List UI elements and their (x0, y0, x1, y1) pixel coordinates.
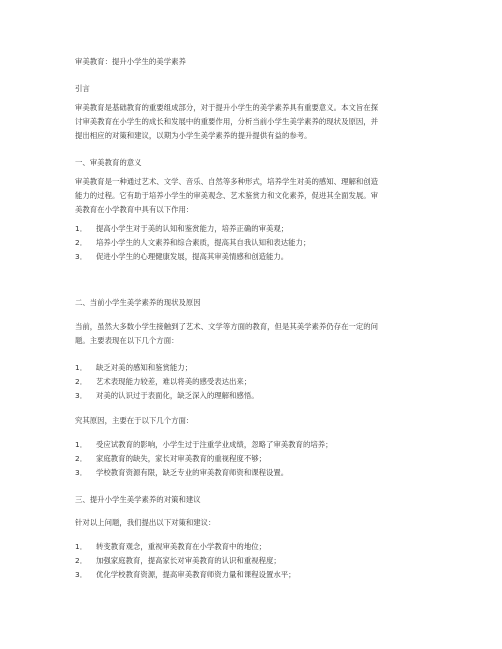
section-1-line: 审美教育是一种通过艺术、文学、音乐、自然等多种形式，培养学生对美的感知、理解和创造 (75, 177, 379, 186)
section-2-line: 题。主要表现在以下几个方面： (75, 336, 179, 345)
list-number: 3． (75, 570, 88, 579)
list-text: 艺术表现能力较差，难以将美的感受表达出来； (96, 377, 252, 386)
list-number: 1． (75, 224, 88, 233)
list-text: 促进小学生的心理健康发展，提高其审美情感和创造能力。 (96, 252, 289, 261)
list-number: 2． (75, 454, 88, 463)
list-number: 2． (75, 238, 88, 247)
section-2-reason-item (75, 467, 435, 478)
list-number: 1． (75, 542, 88, 551)
list-text: 加强家庭教育，提高家长对审美教育的认识和重视程度； (96, 556, 281, 565)
list-number: 2． (75, 377, 88, 386)
list-number: 3． (75, 391, 88, 400)
section-3-list-item (75, 555, 435, 566)
section-1-list-item (75, 237, 435, 248)
section-2-line: 当前，虽然大多数小学生接触到了艺术、文学等方面的教育，但是其美学素养仍存在一定的问 (75, 322, 379, 331)
section-3-line: 针对以上问题，我们提出以下对策和建议： (75, 518, 216, 527)
list-text: 家庭教育的缺失，家长对审美教育的重视程度不够； (96, 454, 266, 463)
section-2-reason-intro: 究其原因，主要在于以下几个方面： (75, 416, 194, 425)
section-1-list-item (75, 223, 435, 234)
list-number: 3． (75, 468, 88, 477)
section-1-heading: 一、审美教育的意义 (75, 158, 142, 167)
list-number: 1． (75, 363, 88, 372)
section-1-line: 能力的过程。它有助于培养小学生的审美观念、艺术鉴赏力和文化素养，促进其全面发展。审 (75, 191, 379, 200)
section-2-heading: 二、当前小学生美学素养的现状及原因 (75, 298, 201, 307)
section-1-list-item (75, 251, 435, 262)
intro-line: 提出相应的对策和建议，以期为小学生美学素养的提升提供有益的参考。 (75, 131, 312, 140)
list-text: 学校教育资源有限，缺乏专业的审美教育师资和课程设置。 (96, 468, 289, 477)
list-number: 1． (75, 440, 88, 449)
intro-heading: 引言 (75, 84, 90, 93)
section-2-reason-item (75, 453, 435, 464)
list-text: 培养小学生的人文素养和综合素质，提高其自我认知和表达能力； (96, 238, 311, 247)
section-3-list-item (75, 541, 435, 552)
list-text: 对美的认识过于表面化，缺乏深入的理解和感悟。 (96, 391, 259, 400)
section-2-list-item (75, 376, 435, 387)
section-2-list-item (75, 390, 435, 401)
list-number: 2． (75, 556, 88, 565)
section-3-list-item (75, 569, 435, 580)
intro-line: 审美教育是基础教育的重要组成部分，对于提升小学生的美学素养具有重要意义。本文旨在探 (75, 103, 379, 112)
section-2-list-item (75, 362, 435, 373)
list-number: 3． (75, 252, 88, 261)
list-text: 转变教育观念，重视审美教育在小学教育中的地位； (96, 542, 266, 551)
section-2-reason-item (75, 439, 435, 450)
document-title: 审美教育：提升小学生的美学素养 (75, 57, 186, 66)
section-3-heading: 三、提升小学生美学素养的对策和建议 (75, 495, 201, 504)
list-text: 优化学校教育资源，提高审美教育师资力量和课程设置水平； (96, 570, 296, 579)
section-1-line: 美教育在小学教育中具有以下作用： (75, 205, 194, 214)
list-text: 提高小学生对于美的认知和鉴赏能力，培养正确的审美观； (96, 224, 289, 233)
list-text: 缺乏对美的感知和鉴赏能力； (96, 363, 193, 372)
list-text: 受应试教育的影响，小学生过于注重学业成绩，忽略了审美教育的培养； (96, 440, 333, 449)
intro-line: 讨审美教育在小学生的成长和发展中的重要作用，分析当前小学生美学素养的现状及原因，并 (75, 117, 379, 126)
